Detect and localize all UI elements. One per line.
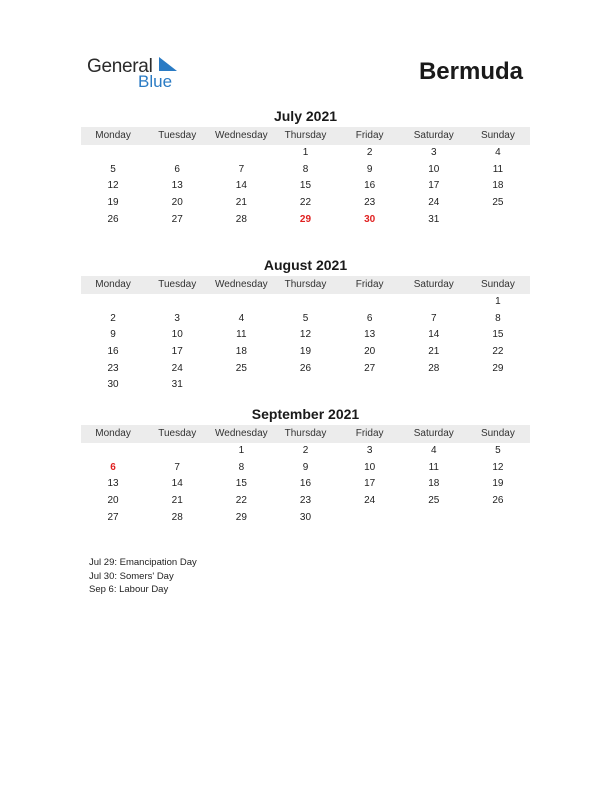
- day-cell: 27: [171, 213, 183, 225]
- day-cell: 1: [238, 445, 245, 456]
- day-cell: 26: [107, 213, 119, 225]
- day-cell: 8: [238, 461, 245, 473]
- logo-general-text: General: [87, 56, 153, 77]
- day-cell: 24: [171, 362, 183, 374]
- day-cell: 22: [299, 197, 312, 209]
- day-cell: 8: [302, 163, 309, 175]
- day-cell: 7: [430, 312, 437, 324]
- day-cell: [466, 510, 530, 527]
- weekday-label: Sunday: [480, 279, 515, 290]
- day-cell: 30: [364, 213, 376, 225]
- day-cell: [145, 145, 209, 162]
- day-cell: 18: [428, 478, 440, 490]
- day-cell: 11: [236, 329, 247, 341]
- week-row: [81, 212, 530, 229]
- day-cell: [466, 212, 530, 229]
- weekday-label: Thursday: [284, 279, 327, 290]
- day-cell: 15: [235, 478, 247, 490]
- week-row: [81, 195, 530, 212]
- day-cell: 12: [107, 180, 119, 192]
- day-cell: 31: [171, 379, 183, 391]
- day-cell: 26: [299, 362, 312, 374]
- day-cell: 20: [171, 197, 183, 209]
- day-cell: 1: [495, 296, 501, 307]
- day-cell: 3: [366, 445, 373, 456]
- week-row: [81, 162, 530, 179]
- day-cell: 5: [302, 312, 309, 324]
- day-cell: 12: [299, 329, 312, 341]
- day-cell: 31: [428, 213, 440, 225]
- weekday-label: Monday: [95, 130, 131, 141]
- day-cell: 19: [299, 346, 312, 358]
- day-cell: 25: [492, 197, 504, 209]
- day-cell: 17: [428, 180, 440, 192]
- month-july: [81, 107, 530, 228]
- day-cell: 24: [428, 197, 440, 209]
- day-cell: [402, 510, 466, 527]
- day-cell: 17: [364, 478, 376, 490]
- weekday-label: Tuesday: [158, 130, 197, 141]
- weekday-label: Monday: [95, 279, 131, 290]
- weekday-label: Sunday: [480, 130, 515, 141]
- weekday-label: Saturday: [413, 279, 454, 290]
- day-cell: [145, 443, 209, 460]
- day-cell: 14: [428, 329, 440, 341]
- logo-triangle-icon: [159, 57, 177, 71]
- day-cell: 2: [302, 445, 309, 456]
- logo-blue-text: Blue: [138, 72, 173, 91]
- day-cell: 20: [107, 495, 119, 507]
- day-cell: 13: [107, 478, 119, 490]
- day-cell: 3: [174, 312, 180, 324]
- day-cell: 13: [171, 180, 183, 192]
- day-cell: 17: [171, 346, 183, 358]
- day-cell: 25: [235, 362, 247, 374]
- day-cell: 16: [299, 478, 312, 490]
- holiday-note: Sep 6: Labour Day: [89, 584, 169, 596]
- day-cell: [81, 294, 145, 311]
- day-cell: 5: [110, 163, 116, 175]
- day-cell: 16: [364, 180, 376, 192]
- weekday-label: Friday: [355, 279, 384, 290]
- day-cell: 9: [366, 163, 373, 175]
- day-cell: 18: [492, 180, 504, 192]
- day-cell: [338, 510, 402, 527]
- month-title: July 2021: [273, 108, 338, 124]
- day-cell: 23: [364, 197, 376, 209]
- day-cell: [338, 294, 402, 311]
- day-cell: 27: [107, 511, 119, 523]
- day-cell: 27: [364, 362, 376, 374]
- day-cell: 19: [107, 197, 119, 209]
- day-cell: 14: [235, 180, 247, 192]
- holiday-note: Jul 29: Emancipation Day: [89, 557, 197, 568]
- day-cell: 21: [235, 197, 247, 209]
- country-title: Bermuda: [418, 58, 523, 85]
- day-cell: [209, 294, 273, 311]
- day-cell: 2: [366, 147, 373, 158]
- week-row: [81, 476, 530, 493]
- week-row: [81, 178, 530, 195]
- day-cell: 6: [110, 461, 116, 473]
- day-cell: 21: [428, 346, 440, 358]
- week-row: [81, 327, 530, 344]
- day-cell: 2: [110, 312, 116, 324]
- weekday-label: Wednesday: [215, 279, 268, 290]
- day-cell: 1: [302, 147, 309, 158]
- day-cell: 11: [492, 163, 504, 175]
- weekday-label: Sunday: [480, 428, 515, 439]
- month-september: [81, 405, 530, 526]
- day-cell: 23: [107, 362, 119, 374]
- day-cell: 18: [235, 346, 247, 358]
- week-row: [81, 510, 530, 527]
- day-cell: 20: [364, 346, 376, 358]
- day-cell: 10: [428, 163, 440, 175]
- weekday-label: Friday: [355, 428, 384, 439]
- day-cell: [145, 294, 209, 311]
- day-cell: 7: [238, 163, 245, 175]
- day-cell: 10: [364, 461, 376, 473]
- day-cell: 19: [492, 478, 504, 490]
- week-row: [81, 460, 530, 477]
- day-cell: 3: [430, 147, 437, 158]
- weekday-label: Tuesday: [158, 279, 197, 290]
- day-cell: 4: [238, 312, 245, 324]
- month-title: September 2021: [251, 406, 360, 422]
- day-cell: 7: [174, 461, 180, 473]
- day-cell: 29: [235, 511, 247, 523]
- day-cell: [402, 377, 466, 394]
- weekday-label: Tuesday: [158, 428, 197, 439]
- week-row: [81, 377, 530, 394]
- weekday-label: Wednesday: [215, 428, 268, 439]
- day-cell: 16: [107, 346, 119, 358]
- week-row: [81, 311, 530, 328]
- day-cell: 28: [428, 362, 440, 374]
- day-cell: 10: [171, 329, 183, 341]
- week-row: [81, 294, 530, 311]
- day-cell: 30: [299, 511, 312, 523]
- day-cell: 22: [492, 346, 504, 358]
- day-cell: 9: [110, 329, 116, 341]
- day-cell: [273, 377, 337, 394]
- day-cell: 5: [495, 445, 501, 456]
- day-cell: [273, 294, 337, 311]
- day-cell: 15: [299, 180, 312, 192]
- day-cell: [209, 377, 273, 394]
- general-blue-logo: [87, 56, 197, 92]
- day-cell: 24: [364, 495, 376, 507]
- day-cell: 28: [235, 213, 247, 225]
- weekday-header: [81, 127, 530, 145]
- weekday-label: Thursday: [284, 130, 327, 141]
- weekday-label: Wednesday: [215, 130, 268, 141]
- day-cell: 11: [428, 461, 439, 473]
- week-row: [81, 344, 530, 361]
- day-cell: 30: [107, 379, 119, 391]
- day-cell: 29: [492, 362, 504, 374]
- day-cell: 23: [299, 495, 312, 507]
- day-cell: 28: [171, 511, 183, 523]
- day-cell: 12: [492, 461, 504, 473]
- day-cell: 4: [430, 445, 437, 456]
- day-cell: [209, 145, 273, 162]
- day-cell: 6: [366, 312, 373, 324]
- day-cell: 26: [492, 495, 504, 507]
- day-cell: 14: [171, 478, 183, 490]
- holiday-notes: [89, 556, 197, 597]
- weekday-label: Friday: [355, 130, 384, 141]
- day-cell: 29: [299, 213, 312, 225]
- week-row: [81, 145, 530, 162]
- day-cell: [81, 145, 145, 162]
- weekday-header: [81, 276, 530, 294]
- day-cell: 21: [171, 495, 183, 507]
- weekday-label: Saturday: [413, 130, 454, 141]
- day-cell: 15: [492, 329, 504, 341]
- day-cell: [338, 377, 402, 394]
- day-cell: 6: [174, 163, 180, 175]
- day-cell: [81, 443, 145, 460]
- day-cell: 9: [302, 461, 309, 473]
- holiday-note: Jul 30: Somers' Day: [89, 570, 174, 582]
- day-cell: [466, 377, 530, 394]
- weekday-label: Monday: [95, 428, 131, 439]
- day-cell: 4: [495, 147, 501, 158]
- weekday-label: Thursday: [284, 428, 327, 439]
- day-cell: 22: [235, 495, 247, 507]
- day-cell: [402, 294, 466, 311]
- weekday-label: Saturday: [413, 428, 454, 439]
- week-row: [81, 443, 530, 460]
- day-cell: 25: [428, 495, 440, 507]
- week-row: [81, 493, 530, 510]
- month-title: August 2021: [263, 257, 348, 273]
- day-cell: 8: [495, 312, 501, 324]
- day-cell: 13: [364, 329, 376, 341]
- month-august: [81, 256, 530, 394]
- week-row: [81, 361, 530, 378]
- weekday-header: [81, 425, 530, 443]
